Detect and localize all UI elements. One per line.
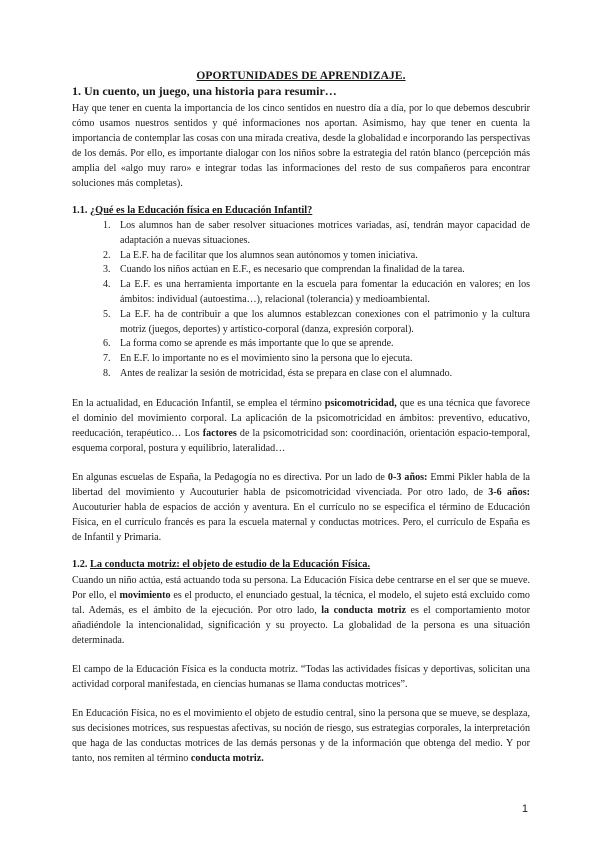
- page-number: 1: [521, 803, 528, 815]
- section-1-1-heading: [72, 205, 530, 216]
- list-item: 3. Cuando los niños actúan en E.F., es necesario que comprendan la finalidad de la tarea.: [113, 263, 530, 278]
- list-item: 7. En E.F. lo importante no es el movimiento sino la persona que lo ejecuta.: [113, 352, 530, 367]
- ef-principles-list: [72, 219, 530, 382]
- term-0-3-years: 0-3 años:: [387, 471, 428, 483]
- term-3-6-years: 3-6 años:: [488, 486, 531, 498]
- term-factores: factores: [202, 427, 237, 439]
- section-1-1-number: 1.1.: [72, 205, 88, 216]
- list-item: 8. Antes de realizar la sesión de motricidad, ésta se prepara en clase con el alumnado.: [113, 367, 530, 382]
- section-1-paragraph: Hay que tener en cuenta la importancia de los cinco sentidos en nuestro día a día, por lo que debemos descubrir cómo usamos nuestros sentidos y qué informaciones nos aportan. Asimismo, hay que tener en cuenta la importancia de contemplar las cosas con una mirada creativa, desde la globalidad e incorporando las perspectivas de los demás. Por ello, es importante dialogar con los niños sobre la estrategia del ratón blanco (percepción más amplia del «algo muy raro» e integrar todas las informaciones del resto de sus compañeros para encontrar soluciones más completas).: [72, 103, 530, 189]
- document-page: [72, 70, 530, 766]
- list-item: 4. La E.F. es una herramienta importante en la escuela para fomentar la educación en valores; en los ámbitos: individual (autoestima…), relacional (tolerancia) y medioambiental.: [113, 278, 530, 308]
- conclusion-paragraph: En Educación Física, no es el movimiento el objeto de estudio central, sino la persona que se mueve, se desplaza, sus decisiones motrices, sus respuestas afectivas, su noción de riesgo, sus estrategias corporales, la interpretación que haga de las conductas motrices de las demás personas y de la información que obtenga del medio. Y por tanto, nos remiten al término conducta motriz.: [72, 707, 530, 764]
- term-movimiento: movimiento: [119, 589, 171, 601]
- section-1-heading: 1. Un cuento, un juego, una historia para resumir…: [72, 84, 337, 98]
- list-item: 6. La forma como se aprende es más importante que lo que se aprende.: [113, 337, 530, 352]
- term-psicomotricidad: psicomotricidad,: [324, 397, 397, 409]
- document-title: OPORTUNIDADES DE APRENDIZAJE.: [196, 70, 406, 82]
- term-conducta-motriz-final: conducta motriz.: [190, 752, 264, 764]
- section-1-2-title: La conducta motriz: el objeto de estudio de la Educación Física.: [90, 558, 371, 570]
- psychomotricity-paragraph: En la actualidad, en Educación Infantil, se emplea el término psicomotricidad, que es una técnica que favorece el dominio del movimiento corporal. La aplicación de la psicomotricidad en ámbitos: preventivo, educativo, reeducación, terapéutico… Los factores de la psicomotricidad son: coordinación, orientación espacio-temporal, esquema corporal, postura y equilibrio, lateralidad…: [72, 397, 530, 454]
- motor-conduct-paragraph: Cuando un niño actúa, está actuando toda su persona. La Educación Física debe centrarse en el ser que se mueve. Por ello, el movimiento es el producto, el enunciado gestual, la técnica, el modelo, el sujeto está excluido como tal. Además, es el ámbito de la ejecución. Por otro lado, la conducta motriz es el comportamiento motor añadiéndole la intencionalidad, significación y su proyecto. La globalidad de la persona es una situación determinada.: [72, 574, 530, 646]
- term-conducta-motriz: la conducta motriz: [321, 604, 406, 616]
- list-item: 5. La E.F. ha de contribuir a que los alumnos establezcan conexiones con el patrimonio y la cultura motriz (juegos, deportes) y artístico-corporal (danza, expresión corporal).: [113, 308, 530, 338]
- section-1-2-heading: [72, 559, 530, 570]
- section-1-2-number: 1.2.: [72, 558, 88, 570]
- list-item: 2. La E.F. ha de facilitar que los alumnos sean autónomos y tomen iniciativa.: [113, 249, 530, 264]
- section-1-1-title: ¿Qué es la Educación física en Educación Infantil?: [90, 205, 313, 216]
- field-paragraph: El campo de la Educación Física es la conducta motriz. “Todas las actividades físicas y deportivas, solicitan una actividad corporal manifestada, en ciencias humanas se llama conductas motrices”.: [72, 663, 530, 690]
- pedagogy-paragraph: En algunas escuelas de España, la Pedagogía no es directiva. Por un lado de 0-3 años: Emmi Pikler habla de la libertad del movimiento y Aucouturier habla de psicomotricidad vivenciada. Por otro lado, de 3-6 años: Aucouturier habla de espacios de acción y aventura. En el currículo no se especifica el término de Educación Física, en el currículo francés es para la escuela maternal y conductas motrices. Pero, el currículo de España es de Infantil y Primaria.: [72, 471, 531, 543]
- list-item: 1. Los alumnos han de saber resolver situaciones motrices variadas, así, tendrán mayor capacidad de adaptación a nuevas situaciones.: [113, 219, 530, 249]
